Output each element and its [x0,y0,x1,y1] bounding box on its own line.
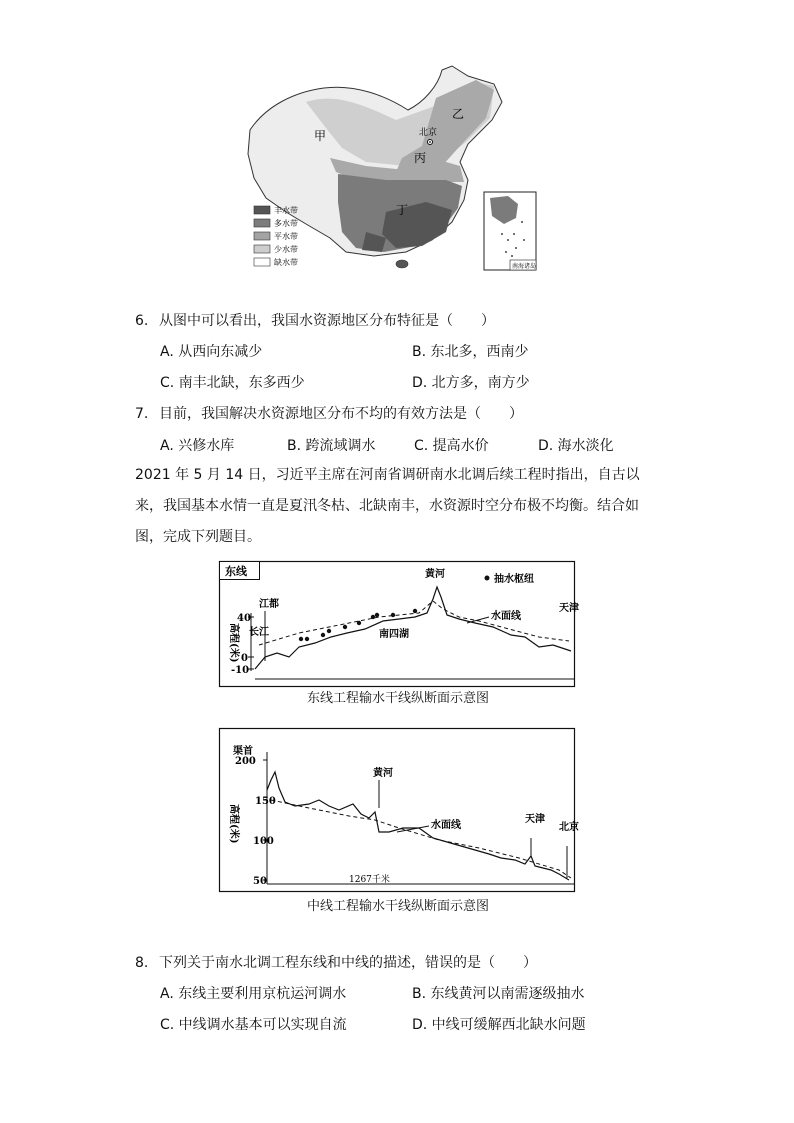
svg-text:50: 50 [253,876,267,887]
option-8b[interactable]: B. 东线黄河以南需逐级抽水 [412,986,585,1002]
svg-text:平水带: 平水带 [274,232,298,241]
label-huanghe: 黄河 [425,569,445,580]
pump-legend: 抽水枢纽 [494,574,534,585]
svg-text:0: 0 [241,653,248,664]
label-jiangdu: 江都 [259,599,279,610]
option-6b[interactable]: B. 东北多，西南少 [412,344,529,360]
svg-text:-10: -10 [231,665,250,676]
question-stem: 下列关于南水北调工程东线和中线的描述，错误的是（ ） [159,955,537,971]
option-8d[interactable]: D. 中线可缓解西北缺水问题 [412,1017,586,1033]
question-number: 7. [135,406,149,422]
svg-text:丰水带: 丰水带 [274,206,298,215]
question-stem: 从图中可以看出，我国水资源地区分布特征是（ ） [159,313,495,329]
east-box-label: 东线 [225,565,247,578]
region-label-yi: 乙 [452,107,465,121]
south-china-sea-inset [484,192,536,270]
label-changjiang: 长江 [249,627,269,638]
question-8 [135,953,537,973]
label-qushou: 渠首 [233,746,253,757]
svg-text:150: 150 [255,796,276,807]
option-6d[interactable]: D. 北方多，南方少 [412,375,530,391]
east-caption: 东线工程输水干线纵断面示意图 [306,691,489,706]
region-label-bing: 丙 [414,151,427,165]
label-watersurface-mid: 水面线 [431,820,461,831]
question-6 [135,311,495,331]
svg-text:40: 40 [237,613,251,624]
question-number: 6. [135,313,149,329]
china-water-map [246,62,538,274]
option-8c[interactable]: C. 中线调水基本可以实现自流 [160,1017,347,1033]
option-6a[interactable]: A. 从西向东减少 [160,344,263,360]
label-beijing-mid: 北京 [559,822,579,833]
option-7a[interactable]: A. 兴修水库 [160,438,235,454]
question-number: 8. [135,955,149,971]
distance-label: 1267千米 [349,875,390,885]
region-label-ding: 丁 [396,203,409,217]
svg-text:100: 100 [253,836,274,847]
question-stem: 目前，我国解决水资源地区分布不均的有效方法是（ ） [159,406,523,422]
east-yaxis-label: 高程(米) [228,623,239,663]
reading-passage: 2021 年 5 月 14 日，习近平主席在河南省调研南水北调后续工程时指出，自古以来，我国基本水情一直是夏汛冬枯、北缺南丰，水资源时空分布极不均衡。结合如图，完成下列题目。 [135,467,640,545]
svg-text:少水带: 少水带 [274,245,298,254]
label-nansihu: 南四湖 [379,629,409,640]
label-tianjin: 天津 [559,603,579,614]
svg-text:多水带: 多水带 [274,219,298,228]
svg-text:200: 200 [235,756,256,767]
middle-caption: 中线工程输水干线纵断面示意图 [306,899,489,914]
question-7 [135,404,523,424]
option-7d[interactable]: D. 海水淡化 [538,438,614,454]
svg-text:缺水带: 缺水带 [274,258,298,267]
map-legend [254,205,298,267]
option-7c[interactable]: C. 提高水价 [414,438,489,454]
region-label-jia: 甲 [314,129,327,143]
label-huanghe-mid: 黄河 [373,768,393,779]
east-route-profile [219,561,579,687]
option-6c[interactable]: C. 南丰北缺，东多西少 [160,375,305,391]
mid-yaxis-label: 高程(米) [228,804,239,844]
svg-text:南海诸岛: 南海诸岛 [512,263,537,270]
middle-route-profile [219,728,579,892]
beijing-label: 北京 [419,128,438,138]
label-watersurface: 水面线 [491,611,521,622]
option-8a[interactable]: A. 东线主要利用京杭运河调水 [160,986,347,1002]
label-tianjin-mid: 天津 [525,814,545,825]
option-7b[interactable]: B. 跨流域调水 [287,438,376,454]
